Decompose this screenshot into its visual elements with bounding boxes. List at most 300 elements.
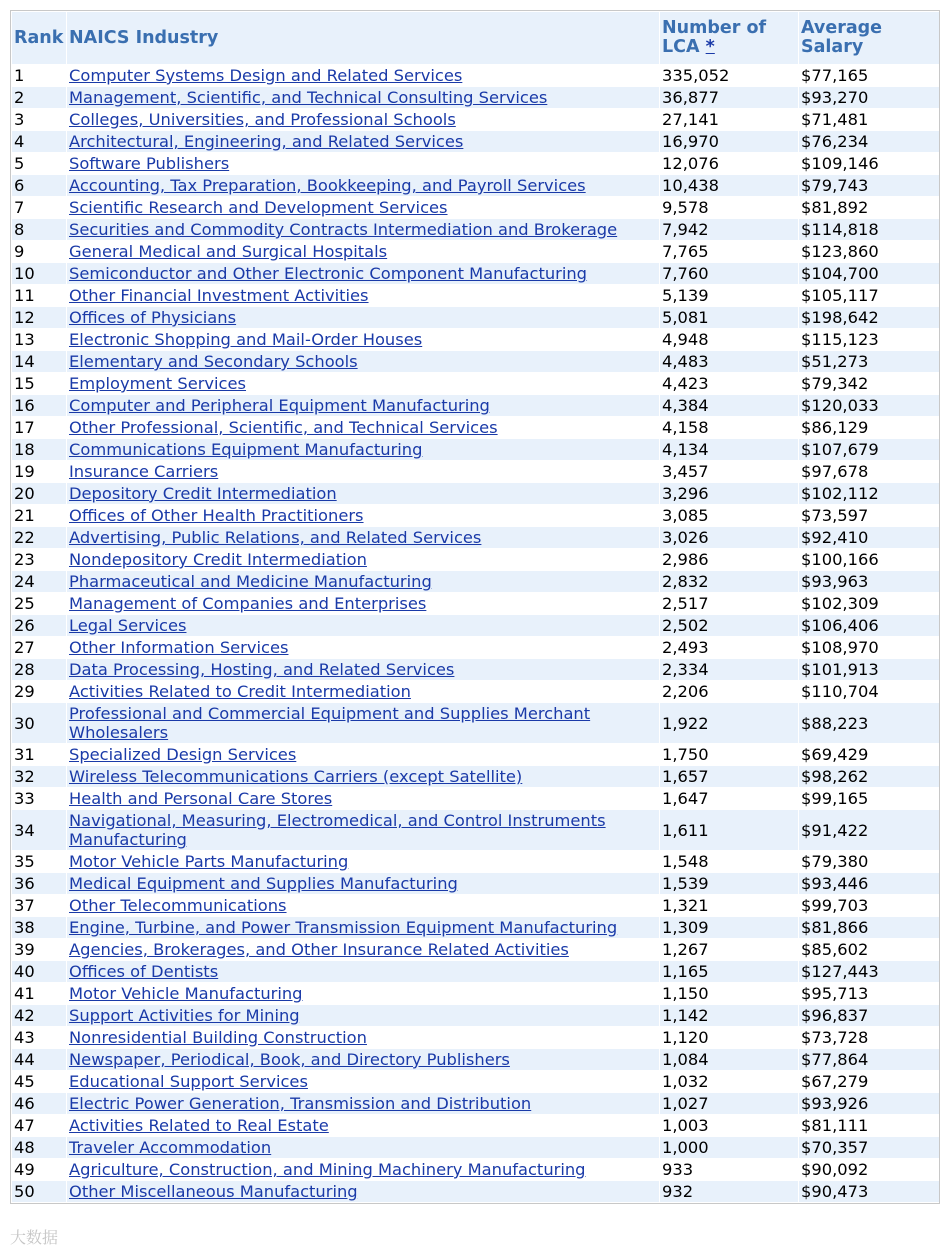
cell-average-salary: $109,146 [799, 153, 939, 174]
cell-lca-count: 7,765 [660, 241, 798, 262]
cell-average-salary: $79,342 [799, 373, 939, 394]
table-row [12, 461, 939, 482]
table-row [12, 1049, 939, 1070]
cell-lca-count: 1,647 [660, 788, 798, 809]
industry-link[interactable]: Offices of Dentists [69, 962, 219, 981]
table-row [12, 329, 939, 350]
cell-rank: 16 [12, 395, 66, 416]
cell-industry [67, 109, 659, 130]
cell-rank: 18 [12, 439, 66, 460]
industry-link[interactable]: Employment Services [69, 374, 247, 393]
cell-average-salary: $127,443 [799, 961, 939, 982]
cell-average-salary: $70,357 [799, 1137, 939, 1158]
cell-average-salary: $67,279 [799, 1071, 939, 1092]
cell-rank: 26 [12, 615, 66, 636]
industry-link[interactable]: Advertising, Public Relations, and Related Services [69, 528, 482, 547]
industry-link[interactable]: Offices of Other Health Practitioners [69, 506, 364, 525]
table-row [12, 549, 939, 570]
cell-lca-count: 335,052 [660, 65, 798, 86]
cell-lca-count: 1,165 [660, 961, 798, 982]
cell-rank: 35 [12, 851, 66, 872]
industry-link[interactable]: Health and Personal Care Stores [69, 789, 333, 808]
cell-average-salary: $81,111 [799, 1115, 939, 1136]
cell-rank: 46 [12, 1093, 66, 1114]
cell-rank: 39 [12, 939, 66, 960]
cell-industry [67, 153, 659, 174]
industry-link[interactable]: Pharmaceutical and Medicine Manufacturing [69, 572, 432, 591]
cell-lca-count: 4,134 [660, 439, 798, 460]
cell-average-salary: $73,597 [799, 505, 939, 526]
industry-link[interactable]: Securities and Commodity Contracts Intermediation and Brokerage [69, 220, 618, 239]
industry-link[interactable]: Software Publishers [69, 154, 230, 173]
cell-industry [67, 1049, 659, 1070]
header-lca-line2-wrap [662, 38, 796, 57]
table-row [12, 285, 939, 306]
table-row [12, 703, 939, 743]
header-industry[interactable]: NAICS Industry [67, 12, 659, 64]
cell-rank: 12 [12, 307, 66, 328]
table-row [12, 241, 939, 262]
header-lca[interactable] [660, 12, 798, 64]
header-salary-line1: Average [801, 18, 883, 38]
cell-industry [67, 1115, 659, 1136]
cell-lca-count: 3,296 [660, 483, 798, 504]
cell-lca-count: 4,384 [660, 395, 798, 416]
cell-industry [67, 1071, 659, 1092]
cell-industry [67, 351, 659, 372]
cell-rank: 32 [12, 766, 66, 787]
table-row [12, 175, 939, 196]
table-row [12, 439, 939, 460]
cell-industry [67, 895, 659, 916]
cell-average-salary: $99,703 [799, 895, 939, 916]
cell-rank: 47 [12, 1115, 66, 1136]
table-row [12, 659, 939, 680]
cell-industry [67, 505, 659, 526]
cell-industry [67, 873, 659, 894]
table-row [12, 961, 939, 982]
cell-average-salary: $90,473 [799, 1181, 939, 1202]
table-row [12, 593, 939, 614]
cell-industry [67, 983, 659, 1004]
industry-link[interactable]: Other Financial Investment Activities [69, 286, 369, 305]
header-salary-line2: Salary [801, 37, 864, 57]
industry-link[interactable]: Agriculture, Construction, and Mining Machinery Manufacturing [69, 1160, 586, 1179]
cell-average-salary: $198,642 [799, 307, 939, 328]
cell-lca-count: 1,539 [660, 873, 798, 894]
cell-average-salary: $107,679 [799, 439, 939, 460]
industry-link[interactable]: Other Professional, Scientific, and Technical Services [69, 418, 498, 437]
table-row [12, 983, 939, 1004]
industry-link[interactable]: Legal Services [69, 616, 187, 635]
watermark: 大数据 [10, 1228, 59, 1247]
cell-rank: 34 [12, 810, 66, 850]
industry-link[interactable]: Management, Scientific, and Technical Consulting Services [69, 88, 548, 107]
table-row [12, 939, 939, 960]
table-row [12, 417, 939, 438]
industry-link[interactable]: Depository Credit Intermediation [69, 484, 337, 503]
cell-rank: 45 [12, 1071, 66, 1092]
cell-industry [67, 461, 659, 482]
cell-rank: 24 [12, 571, 66, 592]
cell-industry [67, 659, 659, 680]
industry-link[interactable]: Agencies, Brokerages, and Other Insurance Related Activities [69, 940, 569, 959]
cell-average-salary: $77,864 [799, 1049, 939, 1070]
table-row [12, 1137, 939, 1158]
table-row [12, 637, 939, 658]
table-row [12, 744, 939, 765]
header-rank[interactable]: Rank [12, 12, 66, 64]
cell-average-salary: $79,380 [799, 851, 939, 872]
table-row [12, 766, 939, 787]
header-salary[interactable] [799, 12, 939, 64]
cell-rank: 29 [12, 681, 66, 702]
cell-lca-count: 932 [660, 1181, 798, 1202]
cell-average-salary: $93,446 [799, 873, 939, 894]
table-row [12, 153, 939, 174]
cell-industry [67, 417, 659, 438]
cell-lca-count: 1,027 [660, 1093, 798, 1114]
industry-link[interactable]: Professional and Commercial Equipment and Supplies Merchant Wholesalers [69, 704, 591, 742]
cell-lca-count: 7,942 [660, 219, 798, 240]
cell-average-salary: $99,165 [799, 788, 939, 809]
cell-lca-count: 1,922 [660, 703, 798, 743]
industry-link[interactable]: Engine, Turbine, and Power Transmission Equipment Manufacturing [69, 918, 618, 937]
cell-lca-count: 1,084 [660, 1049, 798, 1070]
cell-rank: 19 [12, 461, 66, 482]
table-body [12, 65, 939, 1202]
cell-average-salary: $71,481 [799, 109, 939, 130]
cell-industry [67, 549, 659, 570]
cell-rank: 11 [12, 285, 66, 306]
cell-industry [67, 439, 659, 460]
cell-industry [67, 593, 659, 614]
industry-link[interactable]: Electronic Shopping and Mail-Order Houses [69, 330, 423, 349]
table-row [12, 895, 939, 916]
cell-rank: 10 [12, 263, 66, 284]
cell-average-salary: $115,123 [799, 329, 939, 350]
cell-industry [67, 961, 659, 982]
industry-link[interactable]: Traveler Accommodation [69, 1138, 272, 1157]
table-row [12, 1115, 939, 1136]
cell-rank: 38 [12, 917, 66, 938]
header-lca-line1: Number of [662, 18, 767, 38]
cell-lca-count: 36,877 [660, 87, 798, 108]
industry-link[interactable]: Scientific Research and Development Services [69, 198, 448, 217]
table-row [12, 1159, 939, 1180]
table-row [12, 505, 939, 526]
cell-average-salary: $114,818 [799, 219, 939, 240]
cell-rank: 42 [12, 1005, 66, 1026]
table-row [12, 810, 939, 850]
cell-industry [67, 175, 659, 196]
table-row [12, 527, 939, 548]
industry-link[interactable]: Nonresidential Building Construction [69, 1028, 367, 1047]
cell-industry [67, 395, 659, 416]
cell-rank: 4 [12, 131, 66, 152]
industry-link[interactable]: Colleges, Universities, and Professional Schools [69, 110, 456, 129]
cell-rank: 28 [12, 659, 66, 680]
cell-lca-count: 2,493 [660, 637, 798, 658]
table-row [12, 109, 939, 130]
cell-rank: 43 [12, 1027, 66, 1048]
cell-rank: 20 [12, 483, 66, 504]
cell-industry [67, 939, 659, 960]
cell-lca-count: 2,517 [660, 593, 798, 614]
cell-rank: 2 [12, 87, 66, 108]
cell-industry [67, 197, 659, 218]
cell-industry [67, 1027, 659, 1048]
cell-lca-count: 3,457 [660, 461, 798, 482]
industry-table-container [10, 10, 940, 1204]
cell-industry [67, 263, 659, 284]
industry-link[interactable]: Activities Related to Real Estate [69, 1116, 329, 1135]
table-row [12, 571, 939, 592]
industry-link[interactable]: Medical Equipment and Supplies Manufacturing [69, 874, 458, 893]
table-row [12, 681, 939, 702]
industry-link[interactable]: Management of Companies and Enterprises [69, 594, 427, 613]
cell-industry [67, 373, 659, 394]
cell-industry [67, 131, 659, 152]
cell-average-salary: $93,963 [799, 571, 939, 592]
cell-lca-count: 1,267 [660, 939, 798, 960]
cell-industry [67, 307, 659, 328]
table-row [12, 373, 939, 394]
cell-industry [67, 241, 659, 262]
cell-industry [67, 744, 659, 765]
cell-lca-count: 4,483 [660, 351, 798, 372]
cell-industry [67, 810, 659, 850]
cell-industry [67, 1159, 659, 1180]
cell-rank: 17 [12, 417, 66, 438]
cell-average-salary: $86,129 [799, 417, 939, 438]
cell-industry [67, 1093, 659, 1114]
industry-link[interactable]: Navigational, Measuring, Electromedical, and Control Instruments Manufacturing [69, 811, 606, 849]
industry-link[interactable]: Educational Support Services [69, 1072, 308, 1091]
industry-link[interactable]: Other Telecommunications [69, 896, 287, 915]
cell-lca-count: 1,548 [660, 851, 798, 872]
cell-rank: 49 [12, 1159, 66, 1180]
cell-lca-count: 933 [660, 1159, 798, 1180]
cell-lca-count: 1,000 [660, 1137, 798, 1158]
cell-rank: 48 [12, 1137, 66, 1158]
table-row [12, 917, 939, 938]
cell-average-salary: $93,270 [799, 87, 939, 108]
cell-lca-count: 1,750 [660, 744, 798, 765]
cell-lca-count: 1,657 [660, 766, 798, 787]
table-row [12, 197, 939, 218]
industry-link[interactable]: General Medical and Surgical Hospitals [69, 242, 388, 261]
cell-lca-count: 1,032 [660, 1071, 798, 1092]
cell-lca-count: 3,085 [660, 505, 798, 526]
industry-link[interactable]: Motor Vehicle Manufacturing [69, 984, 303, 1003]
cell-industry [67, 329, 659, 350]
cell-average-salary: $101,913 [799, 659, 939, 680]
cell-average-salary: $100,166 [799, 549, 939, 570]
cell-lca-count: 5,081 [660, 307, 798, 328]
cell-industry [67, 571, 659, 592]
industry-link[interactable]: Activities Related to Credit Intermediation [69, 682, 411, 701]
cell-average-salary: $73,728 [799, 1027, 939, 1048]
table-row [12, 87, 939, 108]
cell-industry [67, 483, 659, 504]
cell-rank: 30 [12, 703, 66, 743]
industry-link[interactable]: Insurance Carriers [69, 462, 219, 481]
cell-average-salary: $110,704 [799, 681, 939, 702]
cell-lca-count: 9,578 [660, 197, 798, 218]
industry-link[interactable]: Newspaper, Periodical, Book, and Directory Publishers [69, 1050, 510, 1069]
industry-link[interactable]: Data Processing, Hosting, and Related Services [69, 660, 455, 679]
cell-average-salary: $88,223 [799, 703, 939, 743]
cell-industry [67, 703, 659, 743]
cell-rank: 50 [12, 1181, 66, 1202]
cell-rank: 23 [12, 549, 66, 570]
table-row [12, 1093, 939, 1114]
cell-average-salary: $105,117 [799, 285, 939, 306]
cell-industry [67, 219, 659, 240]
cell-rank: 27 [12, 637, 66, 658]
industry-link[interactable]: Elementary and Secondary Schools [69, 352, 358, 371]
table-row [12, 307, 939, 328]
cell-rank: 41 [12, 983, 66, 1004]
industry-link[interactable]: Nondepository Credit Intermediation [69, 550, 367, 569]
industry-link[interactable]: Communications Equipment Manufacturing [69, 440, 423, 459]
cell-rank: 40 [12, 961, 66, 982]
cell-rank: 15 [12, 373, 66, 394]
cell-rank: 31 [12, 744, 66, 765]
cell-average-salary: $51,273 [799, 351, 939, 372]
cell-rank: 21 [12, 505, 66, 526]
table-row [12, 65, 939, 86]
cell-average-salary: $93,926 [799, 1093, 939, 1114]
cell-rank: 36 [12, 873, 66, 894]
cell-industry [67, 917, 659, 938]
industry-link[interactable]: Accounting, Tax Preparation, Bookkeeping, and Payroll Services [69, 176, 586, 195]
cell-industry [67, 788, 659, 809]
table-row [12, 1071, 939, 1092]
table-row [12, 1027, 939, 1048]
industry-link[interactable]: Specialized Design Services [69, 745, 297, 764]
cell-lca-count: 2,832 [660, 571, 798, 592]
cell-industry [67, 1181, 659, 1202]
table-row [12, 873, 939, 894]
cell-industry [67, 527, 659, 548]
cell-lca-count: 4,423 [660, 373, 798, 394]
cell-average-salary: $104,700 [799, 263, 939, 284]
cell-average-salary: $108,970 [799, 637, 939, 658]
lca-footnote-link[interactable]: * [705, 37, 715, 57]
cell-lca-count: 1,321 [660, 895, 798, 916]
industry-link[interactable]: Other Information Services [69, 638, 289, 657]
cell-rank: 37 [12, 895, 66, 916]
industry-link[interactable]: Semiconductor and Other Electronic Component Manufacturing [69, 264, 588, 283]
cell-rank: 5 [12, 153, 66, 174]
cell-industry [67, 615, 659, 636]
cell-lca-count: 16,970 [660, 131, 798, 152]
industry-link[interactable]: Wireless Telecommunications Carriers (except Satellite) [69, 767, 523, 786]
table-row [12, 1005, 939, 1026]
cell-lca-count: 1,611 [660, 810, 798, 850]
cell-rank: 13 [12, 329, 66, 350]
cell-lca-count: 7,760 [660, 263, 798, 284]
industry-link[interactable]: Computer Systems Design and Related Services [69, 66, 463, 85]
cell-lca-count: 2,334 [660, 659, 798, 680]
cell-lca-count: 2,206 [660, 681, 798, 702]
cell-lca-count: 1,003 [660, 1115, 798, 1136]
cell-average-salary: $92,410 [799, 527, 939, 548]
cell-average-salary: $120,033 [799, 395, 939, 416]
table-row [12, 615, 939, 636]
cell-average-salary: $102,112 [799, 483, 939, 504]
table-row [12, 483, 939, 504]
cell-average-salary: $106,406 [799, 615, 939, 636]
cell-lca-count: 3,026 [660, 527, 798, 548]
table-row [12, 219, 939, 240]
cell-industry [67, 1137, 659, 1158]
industry-table [11, 11, 940, 1203]
cell-lca-count: 1,120 [660, 1027, 798, 1048]
cell-rank: 33 [12, 788, 66, 809]
cell-average-salary: $123,860 [799, 241, 939, 262]
cell-average-salary: $81,866 [799, 917, 939, 938]
cell-average-salary: $69,429 [799, 744, 939, 765]
cell-average-salary: $90,092 [799, 1159, 939, 1180]
cell-industry [67, 681, 659, 702]
industry-link[interactable]: Support Activities for Mining [69, 1006, 300, 1025]
cell-average-salary: $81,892 [799, 197, 939, 218]
industry-link[interactable]: Other Miscellaneous Manufacturing [69, 1182, 358, 1201]
industry-link[interactable]: Architectural, Engineering, and Related Services [69, 132, 464, 151]
cell-lca-count: 1,142 [660, 1005, 798, 1026]
cell-rank: 14 [12, 351, 66, 372]
cell-average-salary: $91,422 [799, 810, 939, 850]
table-header-row [12, 12, 939, 64]
table-row [12, 1181, 939, 1202]
cell-lca-count: 10,438 [660, 175, 798, 196]
table-row [12, 788, 939, 809]
cell-industry [67, 766, 659, 787]
industry-link[interactable]: Electric Power Generation, Transmission and Distribution [69, 1094, 532, 1113]
cell-lca-count: 12,076 [660, 153, 798, 174]
cell-average-salary: $102,309 [799, 593, 939, 614]
cell-lca-count: 27,141 [660, 109, 798, 130]
cell-lca-count: 4,948 [660, 329, 798, 350]
cell-average-salary: $96,837 [799, 1005, 939, 1026]
cell-industry [67, 851, 659, 872]
cell-average-salary: $98,262 [799, 766, 939, 787]
cell-lca-count: 1,309 [660, 917, 798, 938]
cell-rank: 8 [12, 219, 66, 240]
cell-rank: 3 [12, 109, 66, 130]
header-lca-line2: LCA [662, 37, 700, 57]
cell-lca-count: 4,158 [660, 417, 798, 438]
cell-rank: 25 [12, 593, 66, 614]
cell-rank: 44 [12, 1049, 66, 1070]
industry-link[interactable]: Offices of Physicians [69, 308, 237, 327]
industry-link[interactable]: Computer and Peripheral Equipment Manufacturing [69, 396, 490, 415]
industry-link[interactable]: Motor Vehicle Parts Manufacturing [69, 852, 349, 871]
table-row [12, 351, 939, 372]
cell-lca-count: 2,986 [660, 549, 798, 570]
cell-rank: 7 [12, 197, 66, 218]
table-row [12, 851, 939, 872]
cell-average-salary: $95,713 [799, 983, 939, 1004]
cell-rank: 1 [12, 65, 66, 86]
cell-rank: 22 [12, 527, 66, 548]
cell-average-salary: $77,165 [799, 65, 939, 86]
cell-lca-count: 1,150 [660, 983, 798, 1004]
cell-industry [67, 285, 659, 306]
